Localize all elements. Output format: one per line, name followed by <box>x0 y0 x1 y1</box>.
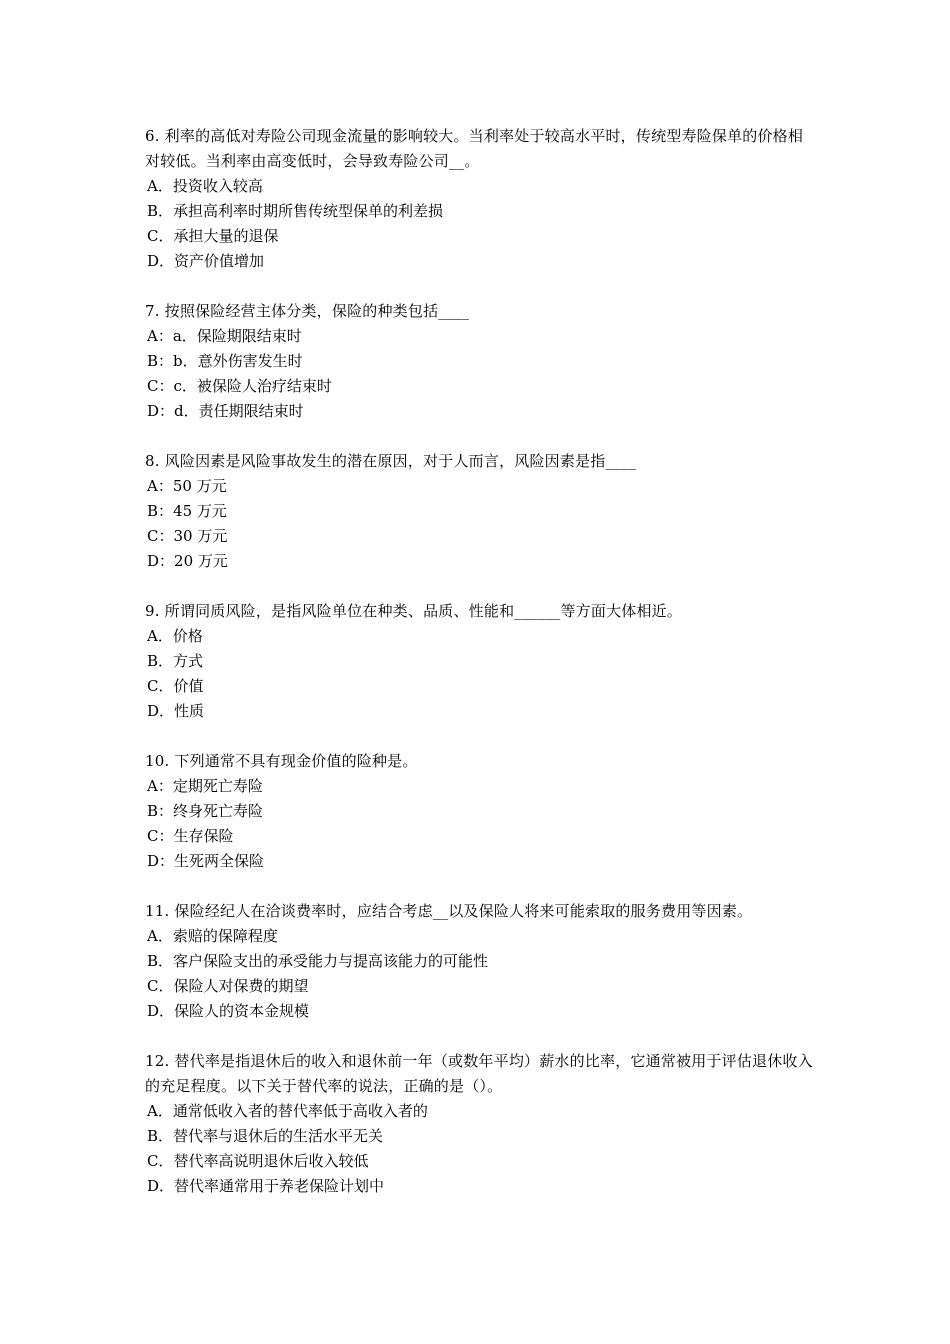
question-12 <box>145 1049 815 1199</box>
option-b: B．承担高利率时期所售传统型保单的利差损 <box>147 202 444 220</box>
option-b: B．客户保险支出的承受能力与提高该能力的可能性 <box>147 952 489 970</box>
option-d: D：生死两全保险 <box>147 852 265 870</box>
question-8 <box>145 449 815 574</box>
option-a: A：50 万元 <box>147 477 227 495</box>
option-a: A：定期死亡寿险 <box>147 777 263 795</box>
question-stem: 10. 下列通常不具有现金价值的险种是。 <box>145 752 418 770</box>
option-b: B．方式 <box>147 652 204 670</box>
option-b: B：45 万元 <box>147 502 227 520</box>
option-b: B．替代率与退休后的生活水平无关 <box>147 1127 384 1145</box>
option-c: C．价值 <box>147 677 204 695</box>
option-a: A．价格 <box>147 627 203 645</box>
question-10 <box>145 749 815 874</box>
question-stem: 12. 替代率是指退休后的收入和退休前一年（或数年平均）薪水的比率，它通常被用于评估退休收入的充足程度。以下关于替代率的说法，正确的是（）。 <box>145 1052 813 1095</box>
question-7 <box>145 299 815 424</box>
option-d: D：20 万元 <box>147 552 228 570</box>
question-9 <box>145 599 815 724</box>
option-d: D．性质 <box>147 702 205 720</box>
option-c: C：生存保险 <box>147 827 234 845</box>
option-a: A．投资收入较高 <box>147 177 263 195</box>
option-c: C：c．被保险人治疗结束时 <box>147 377 332 395</box>
option-a: A：a．保险期限结束时 <box>147 327 302 345</box>
document-page <box>145 124 815 1224</box>
option-c: C．保险人对保费的期望 <box>147 977 309 995</box>
option-b: B：终身死亡寿险 <box>147 802 264 820</box>
option-d: D：d．责任期限结束时 <box>147 402 304 420</box>
question-stem: 7. 按照保险经营主体分类，保险的种类包括____ <box>145 302 470 320</box>
option-c: C．替代率高说明退休后收入较低 <box>147 1152 369 1170</box>
option-a: A．索赔的保障程度 <box>147 927 278 945</box>
question-stem: 6. 利率的高低对寿险公司现金流量的影响较大。当利率处于较高水平时，传统型寿险保单的价格相对较低。当利率由高变低时，会导致寿险公司__。 <box>145 127 804 170</box>
option-d: D．保险人的资本金规模 <box>147 1002 310 1020</box>
question-stem: 11. 保险经纪人在洽谈费率时，应结合考虑__以及保险人将来可能索取的服务费用等因素。 <box>145 902 753 920</box>
question-11 <box>145 899 815 1024</box>
question-6 <box>145 124 815 274</box>
question-stem: 9. 所谓同质风险，是指风险单位在种类、品质、性能和______等方面大体相近。 <box>145 602 683 620</box>
option-d: D．替代率通常用于养老保险计划中 <box>147 1177 385 1195</box>
option-a: A．通常低收入者的替代率低于高收入者的 <box>147 1102 428 1120</box>
option-d: D．资产价值增加 <box>147 252 265 270</box>
question-stem: 8. 风险因素是风险事故发生的潜在原因，对于人而言，风险因素是指____ <box>145 452 637 470</box>
option-c: C：30 万元 <box>147 527 228 545</box>
option-b: B：b．意外伤害发生时 <box>147 352 303 370</box>
option-c: C．承担大量的退保 <box>147 227 279 245</box>
